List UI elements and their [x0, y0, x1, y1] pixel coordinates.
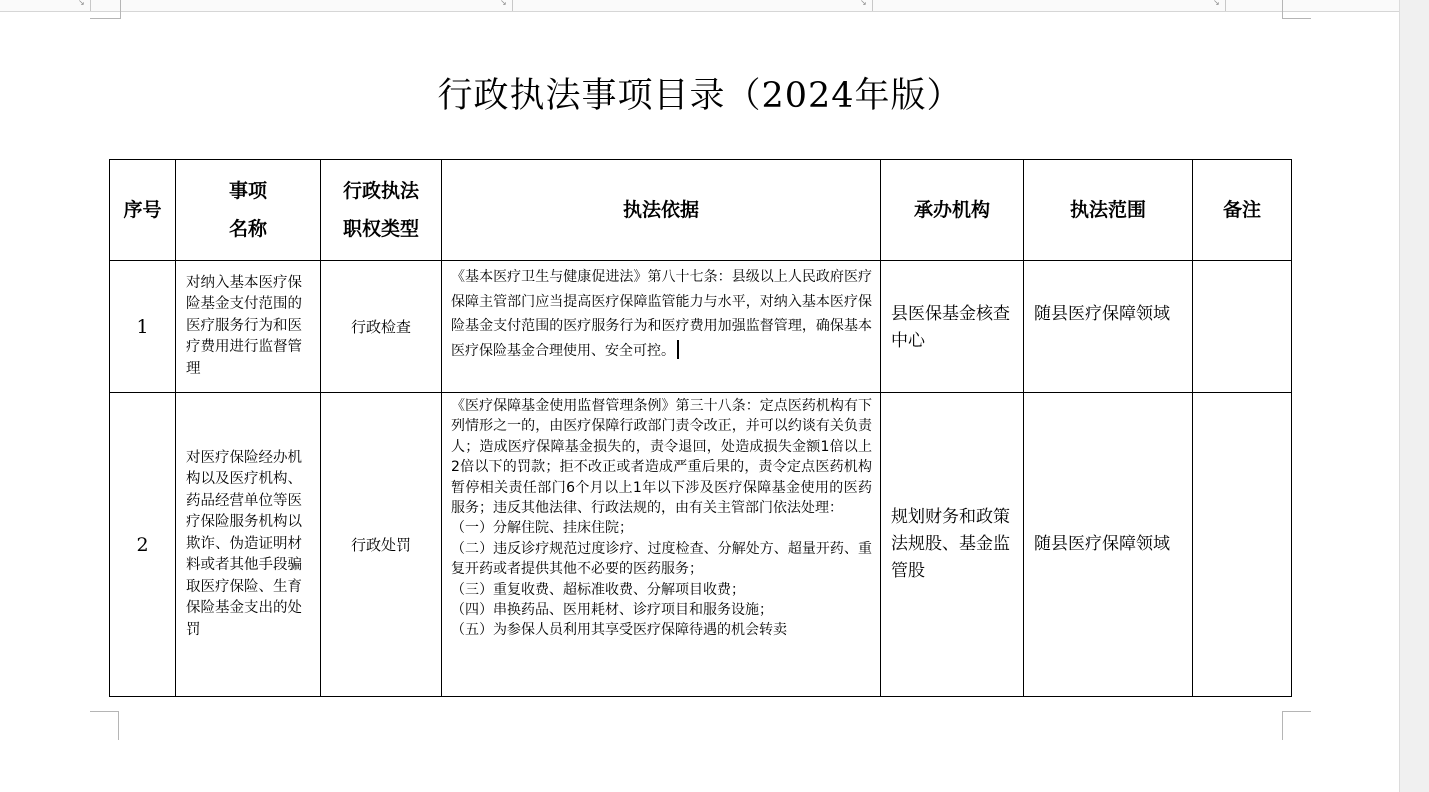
legal-basis-item: （五）为参保人员利用其享受医疗保障待遇的机会转卖 [451, 622, 787, 639]
page-corner-mark [90, 711, 119, 740]
enforcement-catalog-table[interactable] [109, 159, 1292, 697]
cell-remark[interactable] [1193, 393, 1292, 697]
ruler-bar [0, 0, 1400, 12]
cell-seq[interactable]: 2 [110, 393, 176, 697]
header-authority-type-line1: 行政执法 [342, 180, 419, 202]
header-organization[interactable]: 承办机构 [881, 160, 1024, 261]
tab-stop-icon[interactable]: ↘ [1213, 0, 1220, 7]
cell-scope[interactable]: 随县医疗保障领域 [1024, 261, 1193, 393]
cell-scope[interactable]: 随县医疗保障领域 [1024, 393, 1193, 697]
page-corner-mark [1282, 0, 1311, 19]
legal-basis-text: 《基本医疗卫生与健康促进法》第八十七条：县级以上人民政府医疗保障主管部门应当提高医疗保障监管能力与水平，对纳入基本医疗保险基金支付范围的医疗服务行为和医疗费用加强监督管理，确保基本医疗保险基金合理使用、安全可控。 [451, 269, 872, 359]
header-seq[interactable]: 序号 [110, 160, 176, 261]
legal-basis-item: （四）串换药品、医用耗材、诊疗项目和服务设施； [451, 602, 773, 619]
header-legal-basis[interactable]: 执法依据 [442, 160, 881, 261]
legal-basis-item: （一）分解住院、挂床住院； [451, 520, 633, 537]
table-row [110, 393, 1292, 697]
page-corner-mark [90, 0, 121, 19]
cell-legal-basis[interactable] [442, 261, 881, 393]
ruler-tick [1225, 0, 1226, 11]
header-authority-type-line2: 职权类型 [342, 218, 419, 240]
table-header-row [110, 160, 1292, 261]
tab-stop-icon[interactable]: ↘ [860, 0, 867, 7]
cell-remark[interactable] [1193, 261, 1292, 393]
cell-item-name[interactable]: 对医疗保险经办机构以及医疗机构、药品经营单位等医疗保险服务机构以欺诈、伪造证明材料或者其他手段骗取医疗保险、生育保险基金支出的处罚 [176, 393, 321, 697]
page-corner-mark [1282, 711, 1311, 740]
cell-authority-type[interactable]: 行政处罚 [321, 393, 442, 697]
legal-basis-intro: 《医疗保障基金使用监督管理条例》第三十八条：定点医药机构有下列情形之一的，由医疗保障行政部门责令改正，并可以约谈有关负责人；造成医疗保障基金损失的，责令退回，处造成损失金额1倍以上2倍以下的罚款；拒不改正或者造成严重后果的，责令定点医药机构暂停相关责任部门6个月以上1年以下涉及医疗保障基金使用的医药服务；违反其他法律、行政法规的，由有关主管部门依法处理： [451, 398, 872, 517]
cell-organization[interactable]: 规划财务和政策法规股、基金监管股 [881, 393, 1024, 697]
legal-basis-item: （三）重复收费、超标准收费、分解项目收费； [451, 581, 745, 598]
tab-stop-icon[interactable]: ↘ [500, 0, 507, 7]
cell-authority-type[interactable]: 行政检查 [321, 261, 442, 393]
header-remark[interactable]: 备注 [1193, 160, 1292, 261]
legal-basis-item: （二）违反诊疗规范过度诊疗、过度检查、分解处方、超量开药、重复开药或者提供其他不必要的医药服务； [451, 540, 872, 578]
header-authority-type[interactable] [321, 160, 442, 261]
document-title[interactable]: 行政执法事项目录（2024年版） [437, 76, 963, 116]
text-cursor [677, 340, 679, 359]
ruler-tick [512, 0, 513, 11]
header-item-name-line2: 名称 [228, 218, 267, 240]
cell-organization[interactable]: 县医保基金核查中心 [881, 261, 1024, 393]
header-item-name[interactable] [176, 160, 321, 261]
legal-basis-content [442, 393, 880, 696]
header-item-name-line1: 事项 [228, 180, 267, 202]
table-row [110, 261, 1292, 393]
cell-seq[interactable]: 1 [110, 261, 176, 393]
cell-legal-basis[interactable] [442, 393, 881, 697]
cell-item-name[interactable]: 对纳入基本医疗保险基金支付范围的医疗服务行为和医疗费用进行监督管理 [176, 261, 321, 393]
tab-stop-icon[interactable]: ↘ [78, 0, 85, 7]
ruler-tick [872, 0, 873, 11]
header-scope[interactable]: 执法范围 [1024, 160, 1193, 261]
vertical-scrollbar[interactable] [1399, 0, 1429, 792]
